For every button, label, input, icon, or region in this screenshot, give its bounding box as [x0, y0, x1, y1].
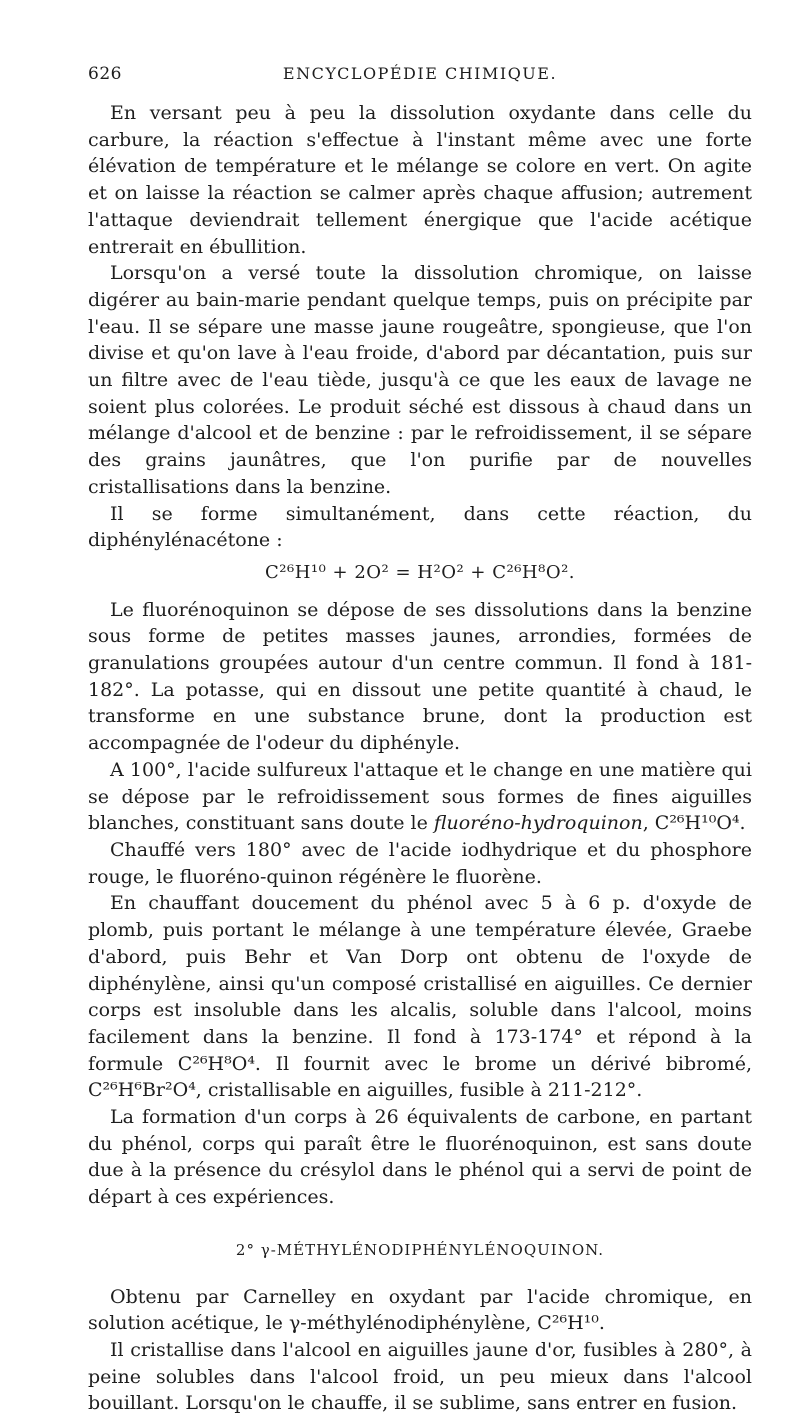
page-number: 626	[88, 64, 122, 84]
section-heading: 2° γ-MÉTHYLÉNODIPHÉNYLÉNOQUINON.	[235, 1240, 605, 1259]
p5-italic-term: fluoréno-hydroquinon	[433, 812, 643, 835]
body-text	[88, 100, 752, 1417]
paragraph-properties: Le fluorénoquinon se dépose de ses dissolutions dans la benzine sous forme de petites masses jaunes, arrondies, formées de granulations groupées autour d'un centre commun. Il fond à 181-182°. La potasse, qui en dissout une petite quantité à chaud, le transforme en une substance brune, dont la production est accompagnée de l'odeur du diphényle.	[88, 598, 752, 755]
running-title: ENCYCLOPÉDIE CHIMIQUE.	[282, 64, 558, 83]
paragraph-cresylol: La formation d'un corps à 26 équivalents de carbone, en partant du phénol, corps qui paraît être le fluorénoquinon, est sans doute due à la présence du crésylol dans le phénol qui a servi de point de départ à ces expériences.	[88, 1106, 752, 1209]
paragraph-carnelley: Obtenu par Carnelley en oxydant par l'acide chromique, en solution acétique, le γ-méthylénodiphénylène, C²⁶H¹⁰.	[88, 1285, 752, 1335]
p5-tail-text: , C²⁶H¹⁰O⁴.	[642, 812, 746, 835]
running-head	[88, 64, 752, 90]
paragraph-hydriodic: Chauffé vers 180° avec de l'acide iodhydrique et du phosphore rouge, le fluoréno-quinon régénère le fluorène.	[88, 838, 752, 888]
paragraph-precipitation: Lorsqu'on a versé toute la dissolution chromique, on laisse digérer au bain-marie pendant quelque temps, puis on précipite par l'eau. Il se sépare une masse jaune rougeâtre, spongieuse, que l'on divise et qu'on lave à l'eau froide, d'abord par décantation, puis sur un filtre avec de l'eau tiède, jusqu'à ce que les eaux de lavage ne soient plus colorées. Le produit séché est dissous à chaud dans un mélange d'alcool et de benzine : par le refroidissement, il se sépare des grains jaunâtres, que l'on purifie par de nouvelles cristallisations dans la benzine.	[88, 262, 752, 498]
paragraph-sulfurous-acid	[88, 757, 752, 837]
paragraph-byproduct: Il se forme simultanément, dans cette réaction, du diphénylénacétone :	[88, 502, 752, 552]
paragraph-oxidation: En versant peu à peu la dissolution oxydante dans celle du carbure, la réaction s'effectue à l'instant même avec une forte élévation de température et le mélange se colore en vert. On agite et on laisse la réaction se calmer après chaque affusion; autrement l'attaque deviendrait tellement énergique que l'acide acétique entrerait en ébullition.	[88, 102, 752, 258]
paragraph-phenol: En chauffant doucement du phénol avec 5 à 6 p. d'oxyde de plomb, puis portant le mélange à une température élevée, Graebe d'abord, puis Behr et Van Dorp ont obtenu de l'oxyde de diphénylène, ainsi qu'un composé cristallisé en aiguilles. Ce dernier corps est insoluble dans les alcalis, soluble dans l'alcool, moins facilement dans la benzine. Il fond à 173-174° et répond à la formule C²⁶H⁸O⁴. Il fournit avec le brome un dérivé bibromé, C²⁶H⁶Br²O⁴, cristallisable en aiguilles, fusible à 211-212°.	[88, 892, 752, 1102]
reaction-formula: C²⁶H¹⁰ + 2O² = H²O² + C²⁶H⁸O².	[264, 561, 576, 583]
paragraph-crystallization: Il cristallise dans l'alcool en aiguilles jaune d'or, fusibles à 280°, à peine solubles dans l'alcool froid, un peu mieux dans l'alcool bouillant. Lorsqu'on le chauffe, il se sublime, sans entrer en fusion.	[88, 1338, 752, 1415]
p5-lead-text: A 100°, l'acide sulfureux l'attaque et le change en une matière qui se dépose par le refroidissement sous formes de fines aiguilles blanches, constituant sans doute le	[88, 758, 752, 835]
